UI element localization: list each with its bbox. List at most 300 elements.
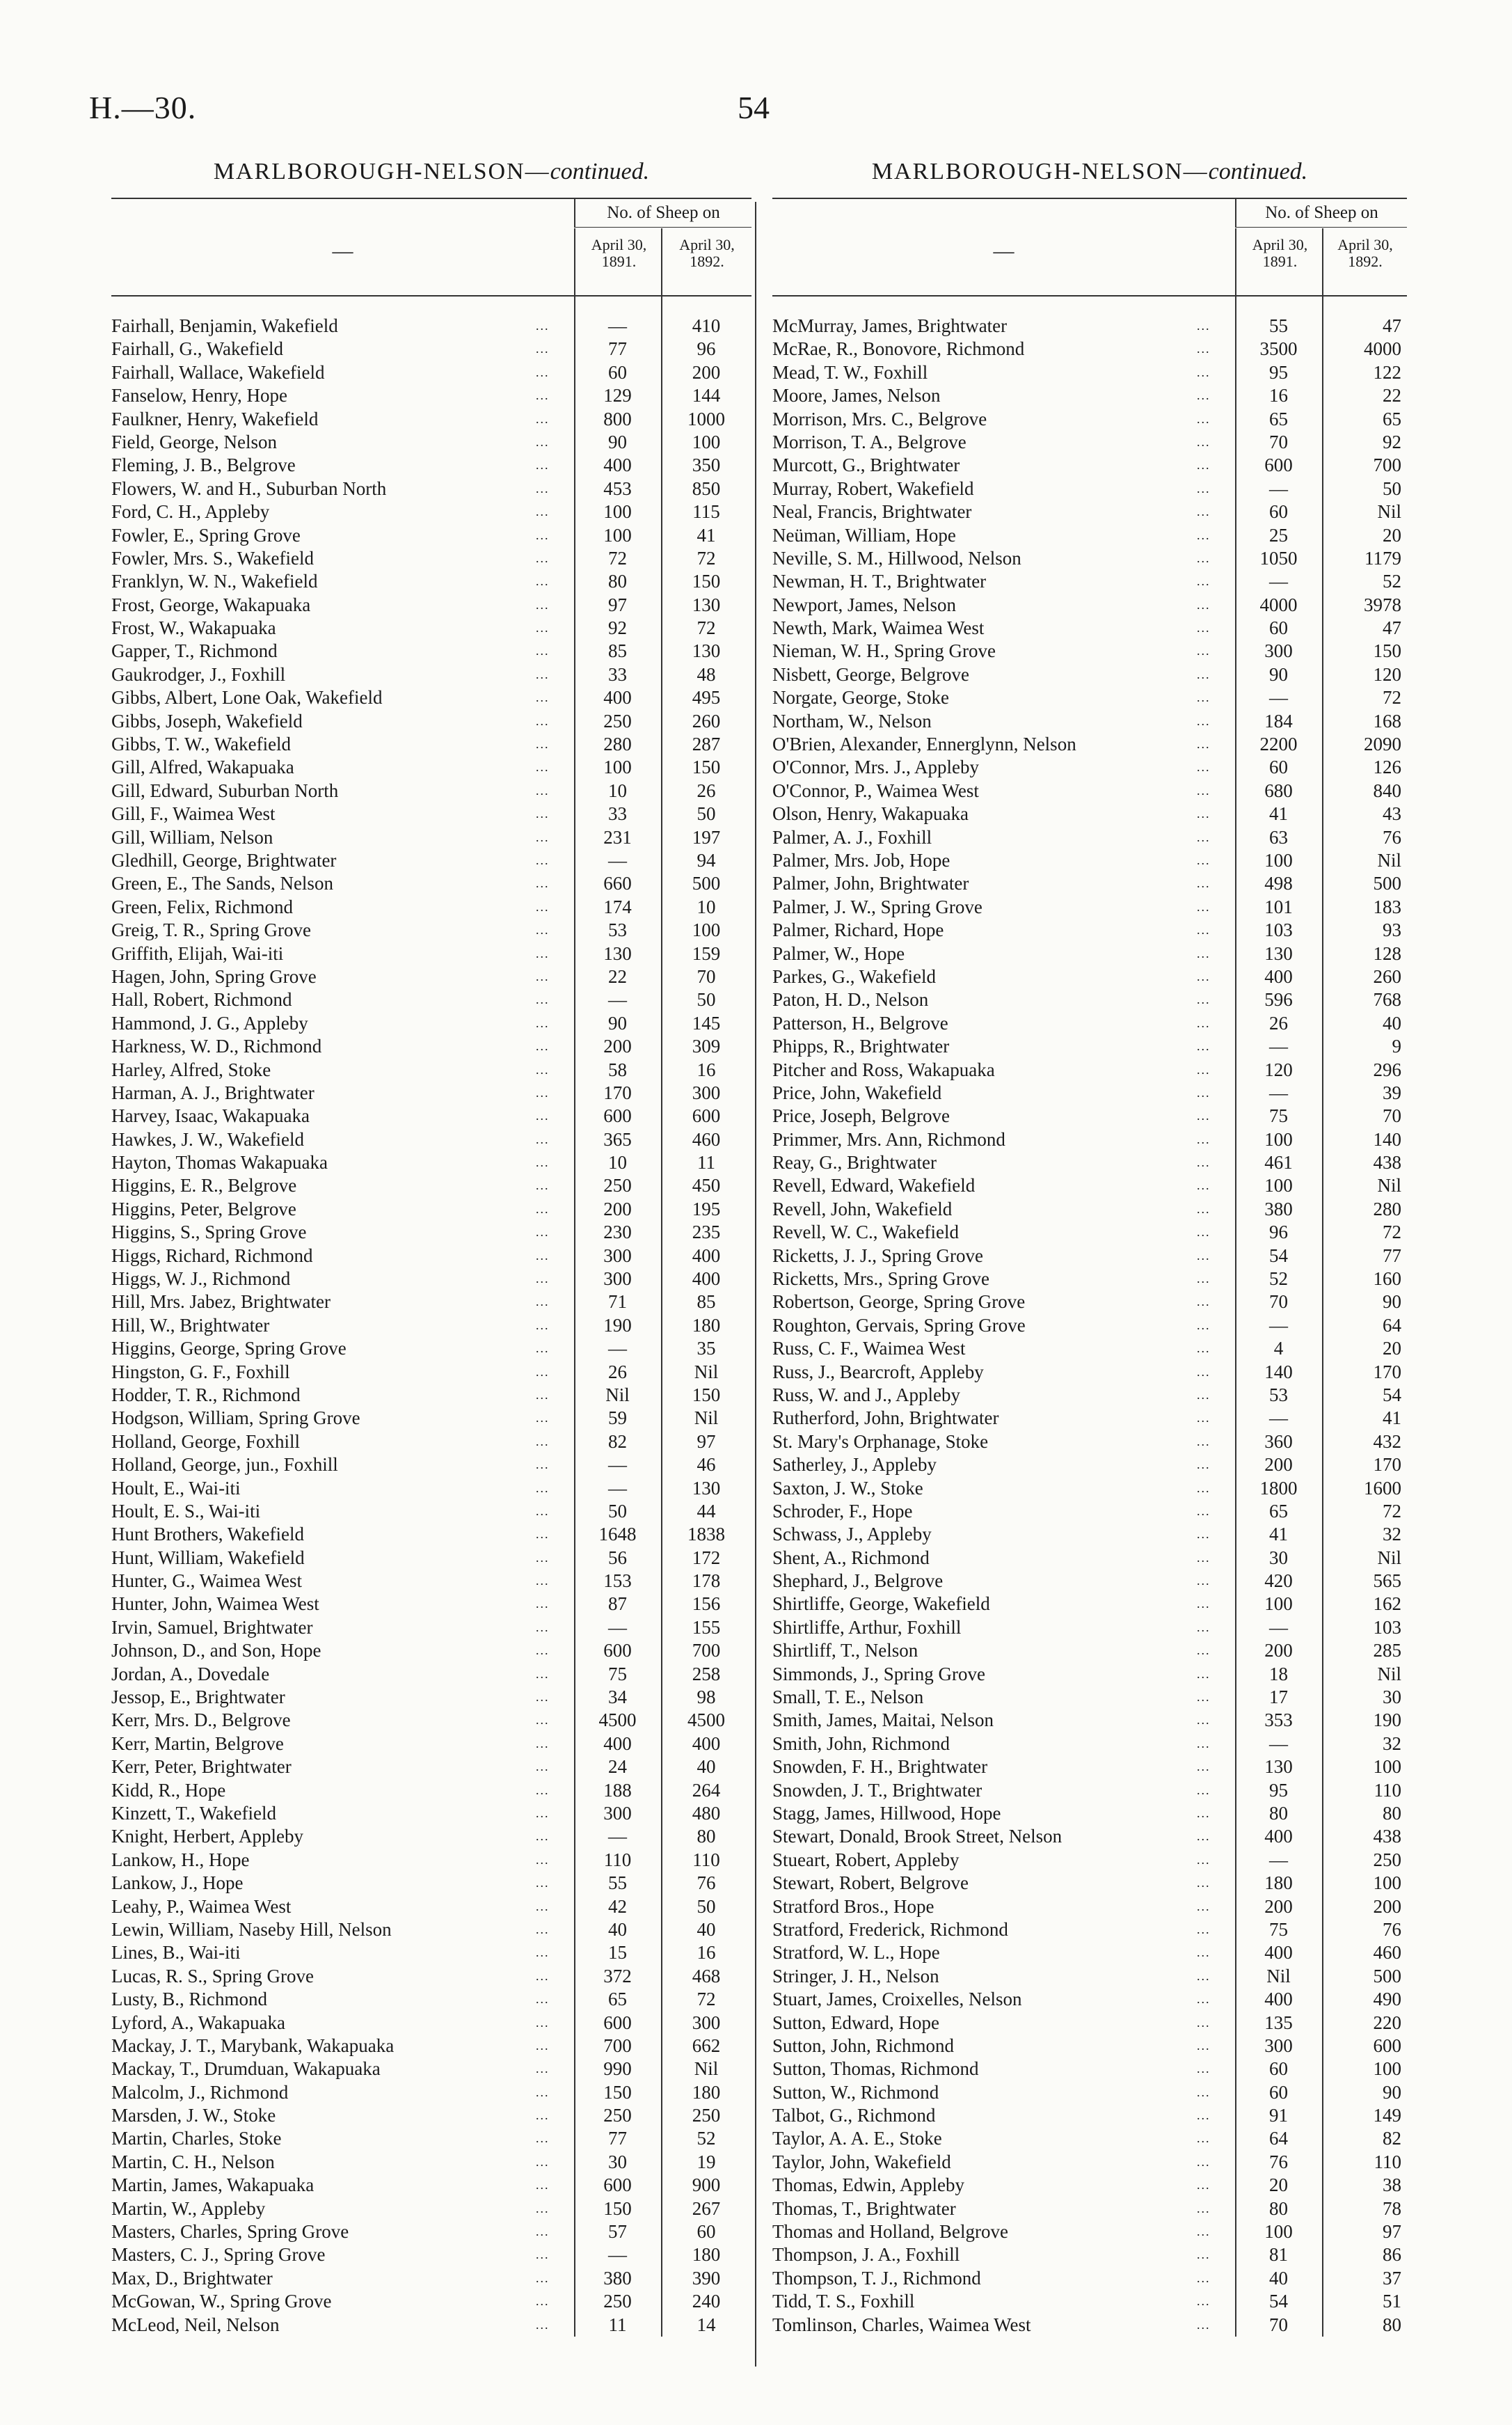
- leader-dots: ...: [1197, 2062, 1211, 2076]
- owner-name: Sutton, Edward, Hope: [772, 2012, 939, 2033]
- table-row: [111, 524, 751, 547]
- table-row: [772, 1895, 1407, 1918]
- leader-dots: ...: [536, 2178, 550, 2193]
- leader-dots: ...: [1197, 899, 1211, 914]
- owner-name: Neüman, William, Hope: [772, 524, 956, 546]
- leader-dots: ...: [1197, 1527, 1211, 1542]
- owner-name: Tidd, T. S., Foxhill: [772, 2291, 915, 2312]
- sheep-1892-value: 50: [697, 1895, 716, 1917]
- sheep-1891-value: 15: [608, 1942, 627, 1964]
- leader-dots: ...: [536, 2201, 550, 2215]
- table-row: [111, 1872, 751, 1895]
- sheep-1892-value: 495: [692, 687, 721, 709]
- leader-dots: ...: [536, 2154, 550, 2169]
- table-row: [772, 1012, 1407, 1035]
- sheep-1891-value: 80: [608, 571, 627, 592]
- sheep-1892-value: 172: [692, 1547, 721, 1568]
- sheep-1892-value: 72: [697, 547, 716, 569]
- sheep-1891-value: —: [608, 989, 627, 1011]
- owner-name: Hill, Mrs. Jabez, Brightwater: [111, 1291, 331, 1313]
- sheep-1892-value: 258: [692, 1663, 721, 1684]
- sheep-1892-value: 26: [697, 780, 716, 801]
- owner-name: Gibbs, Joseph, Wakefield: [111, 710, 303, 732]
- sheep-1892-value: Nil: [694, 1407, 719, 1429]
- sheep-1891-value: 250: [603, 1175, 632, 1196]
- table-row: [111, 315, 751, 338]
- sheep-1891-value: 174: [603, 896, 632, 917]
- sheep-1891-value: 130: [603, 942, 632, 964]
- sheep-1891-value: 60: [1269, 501, 1288, 523]
- owner-name: Mackay, T., Drumduan, Wakapuaka: [111, 2058, 381, 2080]
- sheep-1891-value: 87: [608, 1593, 627, 1615]
- table-row: [111, 2174, 751, 2197]
- leader-dots: ...: [536, 2038, 550, 2053]
- owner-name: Irvin, Samuel, Brightwater: [111, 1616, 313, 1638]
- sheep-1891-value: 100: [1264, 1593, 1293, 1615]
- leader-dots: ...: [536, 1899, 550, 1913]
- table-row: [772, 1384, 1407, 1407]
- leader-dots: ...: [1197, 1666, 1211, 1681]
- sheep-1892-value: 150: [692, 1384, 721, 1405]
- sheep-1891-value: 41: [1269, 803, 1288, 825]
- sheep-1891-value: 400: [603, 687, 632, 709]
- owner-name: Knight, Herbert, Appleby: [111, 1826, 303, 1847]
- sheep-1892-value: 72: [1383, 1500, 1401, 1522]
- sheep-1892-value: 80: [1383, 1803, 1401, 1824]
- leader-dots: ...: [1197, 1550, 1211, 1565]
- leader-dots: ...: [536, 1155, 550, 1170]
- date-1892-header: April 30, 1892.: [661, 228, 751, 295]
- table-row: [111, 1639, 751, 1662]
- sheep-1891-value: —: [608, 1338, 627, 1359]
- table-row: [111, 1407, 751, 1430]
- sheep-1891-value: 2200: [1259, 734, 1298, 755]
- table-row: [772, 1872, 1407, 1895]
- sheep-1891-value: 75: [1269, 1105, 1288, 1127]
- sheep-1891-value: 77: [608, 2128, 627, 2149]
- table-row: [111, 2151, 751, 2174]
- sheep-1891-value: 600: [603, 1640, 632, 1661]
- table-row: [772, 826, 1407, 849]
- sheep-1892-value: 32: [1383, 1524, 1401, 1545]
- leader-dots: ...: [536, 1132, 550, 1146]
- owner-name: Frost, George, Wakapuaka: [111, 594, 311, 615]
- leader-dots: ...: [1197, 1643, 1211, 1658]
- table-row: [111, 1198, 751, 1221]
- table-row: [111, 1663, 751, 1686]
- leader-dots: ...: [536, 1387, 550, 1402]
- sheep-1892-value: 296: [1373, 1059, 1401, 1080]
- table-row: [772, 454, 1407, 477]
- owner-name: Gibbs, T. W., Wakefield: [111, 734, 292, 755]
- sheep-1892-value: 50: [697, 989, 716, 1011]
- owner-name: Murcott, G., Brightwater: [772, 455, 960, 476]
- owner-name: Schroder, F., Hope: [772, 1500, 913, 1522]
- sheep-1892-value: 52: [1383, 571, 1401, 592]
- sheep-1891-value: 184: [1264, 710, 1293, 732]
- leader-dots: ...: [536, 2085, 550, 2099]
- table-row: [111, 361, 751, 384]
- owner-name: Morrison, T. A., Belgrove: [772, 431, 966, 452]
- owner-name: Talbot, G., Richmond: [772, 2105, 936, 2126]
- sheep-1892-value: 144: [692, 385, 721, 406]
- table-row: [772, 1221, 1407, 1244]
- sheep-1891-value: 100: [603, 524, 632, 546]
- left-table-header: [111, 198, 751, 297]
- table-row: [772, 1825, 1407, 1848]
- table-row: [111, 1779, 751, 1802]
- owner-name: Primmer, Mrs. Ann, Richmond: [772, 1128, 1005, 1150]
- sheep-1891-value: 75: [1269, 1918, 1288, 1940]
- sheep-1892-value: 72: [1383, 687, 1401, 709]
- sheep-1891-value: 25: [1269, 524, 1288, 546]
- owner-name: Shent, A., Richmond: [772, 1547, 930, 1568]
- owner-name: Gaukrodger, J., Foxhill: [111, 663, 286, 685]
- table-row: [772, 1430, 1407, 1453]
- sheep-1892-value: 468: [692, 1965, 721, 1986]
- sheep-1891-value: 800: [603, 408, 632, 429]
- owner-name: Ricketts, J. J., Spring Grove: [772, 1245, 983, 1266]
- sheep-1891-value: 40: [1269, 2267, 1288, 2289]
- sheep-1892-value: 240: [692, 2291, 721, 2312]
- sheep-1892-value: 285: [1373, 1640, 1401, 1661]
- sheep-1892-value: 300: [692, 1082, 721, 1103]
- owner-name: Griffith, Elijah, Wai-iti: [111, 942, 284, 964]
- owner-name: Lankow, J., Hope: [111, 1872, 244, 1894]
- owner-name: Hoult, E., Wai-iti: [111, 1477, 241, 1499]
- leader-dots: ...: [536, 1527, 550, 1542]
- sheep-1892-value: 400: [692, 1268, 721, 1290]
- sheep-1892-value: 96: [697, 338, 716, 360]
- sheep-1891-value: 54: [1269, 1245, 1288, 1266]
- table-row: [772, 1477, 1407, 1500]
- sheep-1891-value: 420: [1264, 1570, 1293, 1592]
- sheep-count-header: No. of Sheep on: [1235, 199, 1407, 228]
- owner-name: Higgs, W. J., Richmond: [111, 1268, 291, 1290]
- sheep-1891-value: 16: [1269, 385, 1288, 406]
- owner-name: Revell, Edward, Wakefield: [772, 1175, 976, 1196]
- table-row: [772, 1151, 1407, 1174]
- sheep-1892-value: Nil: [1377, 1663, 1401, 1684]
- table-row: [772, 640, 1407, 663]
- sheep-1892-value: 400: [692, 1732, 721, 1754]
- leader-dots: ...: [1197, 319, 1211, 333]
- sheep-1891-value: 380: [603, 2267, 632, 2289]
- owner-name: Hill, W., Brightwater: [111, 1314, 270, 1336]
- owner-name: Fowler, E., Spring Grove: [111, 524, 301, 546]
- sheep-1892-value: 80: [697, 1826, 716, 1847]
- sheep-1891-value: 75: [608, 1663, 627, 1684]
- table-row: [772, 2174, 1407, 2197]
- owner-name: Lankow, H., Hope: [111, 1849, 250, 1870]
- sheep-1892-value: 450: [692, 1175, 721, 1196]
- table-row: [111, 2243, 751, 2266]
- sheep-1891-value: 1050: [1259, 547, 1298, 569]
- owner-name: Higgins, E. R., Belgrove: [111, 1175, 297, 1196]
- owner-name: Masters, C. J., Spring Grove: [111, 2244, 326, 2266]
- sheep-1892-value: 122: [1373, 361, 1401, 383]
- table-row: [772, 1082, 1407, 1105]
- leader-dots: ...: [1197, 1109, 1211, 1123]
- owner-name: Palmer, John, Brightwater: [772, 873, 969, 894]
- sheep-1892-value: 70: [697, 965, 716, 987]
- table-row: [772, 1941, 1407, 1964]
- sheep-1892-value: 197: [692, 826, 721, 848]
- table-row: [111, 408, 751, 431]
- leader-dots: ...: [536, 434, 550, 449]
- sheep-1891-value: 33: [608, 663, 627, 685]
- sheep-1891-value: 92: [608, 617, 627, 639]
- owner-name: Hodgson, William, Spring Grove: [111, 1407, 360, 1429]
- sheep-1892-value: 43: [1383, 803, 1401, 825]
- sheep-1892-value: 1179: [1364, 547, 1401, 569]
- sheep-1892-value: 64: [1383, 1314, 1401, 1336]
- sheep-1891-value: 660: [603, 873, 632, 894]
- leader-dots: ...: [536, 946, 550, 961]
- name-column-header: —: [332, 239, 353, 262]
- sheep-1892-value: Nil: [694, 2058, 719, 2080]
- owner-name: Hammond, J. G., Appleby: [111, 1012, 308, 1034]
- sheep-1892-value: 250: [1373, 1849, 1401, 1870]
- owner-name: Stueart, Robert, Appleby: [772, 1849, 960, 1870]
- sheep-1892-value: 80: [1383, 2314, 1401, 2335]
- leader-dots: ...: [536, 2131, 550, 2146]
- leader-dots: ...: [536, 2270, 550, 2285]
- owner-name: Lusty, B., Richmond: [111, 1989, 268, 2010]
- leader-dots: ...: [1197, 2015, 1211, 2030]
- left-column-title: MARLBOROUGH-NELSON—continued.: [213, 159, 650, 184]
- sheep-1892-value: 160: [1373, 1268, 1401, 1290]
- leader-dots: ...: [536, 1434, 550, 1448]
- sheep-1891-value: 55: [1269, 315, 1288, 336]
- sheep-1892-value: 54: [1383, 1384, 1401, 1405]
- sheep-1892-value: 390: [692, 2267, 721, 2289]
- table-row: [111, 849, 751, 872]
- owner-name: Palmer, A. J., Foxhill: [772, 826, 932, 848]
- sheep-1891-value: 150: [603, 2081, 632, 2103]
- table-row: [772, 2197, 1407, 2220]
- sheep-1891-value: 34: [608, 1687, 627, 1708]
- leader-dots: ...: [1197, 1899, 1211, 1913]
- table-row: [772, 1802, 1407, 1825]
- table-row: [111, 1082, 751, 1105]
- table-row: [111, 1361, 751, 1384]
- leader-dots: ...: [1197, 342, 1211, 356]
- document-reference: H.—30.: [89, 90, 197, 125]
- leader-dots: ...: [536, 342, 550, 356]
- owner-name: Gill, Edward, Suburban North: [111, 780, 339, 801]
- owner-name: Mackay, J. T., Marybank, Wakapuaka: [111, 2035, 395, 2056]
- leader-dots: ...: [536, 713, 550, 728]
- owner-name: Schwass, J., Appleby: [772, 1524, 932, 1545]
- sheep-1892-value: 38: [1383, 2174, 1401, 2196]
- sheep-1892-value: 51: [1383, 2291, 1401, 2312]
- sheep-1891-value: —: [608, 1826, 627, 1847]
- owner-name: Taylor, A. A. E., Stoke: [772, 2128, 942, 2149]
- sheep-1892-value: 41: [697, 524, 716, 546]
- sheep-1891-value: 300: [603, 1268, 632, 1290]
- sheep-1892-value: 76: [1383, 1918, 1401, 1940]
- owner-name: Kerr, Peter, Brightwater: [111, 1756, 292, 1778]
- sheep-1892-value: 149: [1373, 2105, 1401, 2126]
- leader-dots: ...: [1197, 690, 1211, 705]
- sheep-1891-value: —: [1269, 1616, 1288, 1638]
- leader-dots: ...: [536, 1062, 550, 1077]
- leader-dots: ...: [536, 1248, 550, 1263]
- table-row: [111, 477, 751, 500]
- owner-name: Martin, C. H., Nelson: [111, 2151, 275, 2172]
- column-rule: [1235, 297, 1236, 2337]
- table-row: [772, 1059, 1407, 1082]
- sheep-1891-value: 60: [1269, 2058, 1288, 2080]
- sheep-1891-value: 190: [603, 1314, 632, 1336]
- table-row: [111, 1965, 751, 1988]
- leader-dots: ...: [536, 1295, 550, 1309]
- leader-dots: ...: [1197, 411, 1211, 426]
- sheep-1892-value: 40: [1383, 1012, 1401, 1034]
- leader-dots: ...: [536, 2294, 550, 2309]
- leader-dots: ...: [1197, 1364, 1211, 1379]
- sheep-1892-value: 840: [1373, 780, 1401, 801]
- leader-dots: ...: [536, 505, 550, 519]
- table-row: [772, 1174, 1407, 1197]
- sheep-1891-value: 231: [603, 826, 632, 848]
- sheep-1891-value: 250: [603, 2105, 632, 2126]
- sheep-1892-value: 76: [697, 1872, 716, 1894]
- leader-dots: ...: [1197, 1480, 1211, 1495]
- table-row: [111, 942, 751, 965]
- sheep-1892-value: 410: [692, 315, 721, 336]
- leader-dots: ...: [1197, 2294, 1211, 2309]
- table-row: [111, 2267, 751, 2290]
- sheep-1891-value: 180: [1264, 1872, 1293, 1894]
- table-row: [111, 919, 751, 942]
- sheep-1891-value: 26: [608, 1361, 627, 1382]
- sheep-1891-value: Nil: [1266, 1965, 1291, 1986]
- owner-name: Russ, W. and J., Appleby: [772, 1384, 961, 1405]
- owner-name: Palmer, Richard, Hope: [772, 919, 944, 941]
- sheep-1891-value: 100: [1264, 1128, 1293, 1150]
- sheep-1892-value: 150: [692, 757, 721, 778]
- sheep-1892-value: 350: [692, 455, 721, 476]
- sheep-1892-value: 180: [692, 1314, 721, 1336]
- leader-dots: ...: [536, 1016, 550, 1030]
- table-row: [772, 1709, 1407, 1732]
- sheep-1892-value: 97: [697, 1430, 716, 1452]
- owner-name: Martin, W., Appleby: [111, 2197, 266, 2219]
- leader-dots: ...: [536, 1620, 550, 1634]
- leader-dots: ...: [1197, 528, 1211, 542]
- table-row: [772, 1639, 1407, 1662]
- sheep-1892-value: 190: [1373, 1709, 1401, 1731]
- leader-dots: ...: [1197, 1806, 1211, 1820]
- owner-name: Sutton, Thomas, Richmond: [772, 2058, 979, 2080]
- sheep-1891-value: 77: [608, 338, 627, 360]
- leader-dots: ...: [536, 876, 550, 891]
- table-row: [111, 1686, 751, 1709]
- owner-name: McLeod, Neil, Nelson: [111, 2314, 280, 2335]
- leader-dots: ...: [536, 1458, 550, 1472]
- leader-dots: ...: [536, 1574, 550, 1588]
- leader-dots: ...: [1197, 1620, 1211, 1634]
- sheep-1891-value: 129: [603, 385, 632, 406]
- sheep-1891-value: 200: [1264, 1454, 1293, 1476]
- owner-name: Small, T. E., Nelson: [772, 1687, 924, 1708]
- leader-dots: ...: [536, 667, 550, 681]
- table-row: [772, 849, 1407, 872]
- sheep-1892-value: 287: [692, 734, 721, 755]
- owner-name: Stratford Bros., Hope: [772, 1895, 934, 1917]
- table-row: [111, 1802, 751, 1825]
- leader-dots: ...: [1197, 783, 1211, 798]
- leader-dots: ...: [1197, 1411, 1211, 1425]
- leader-dots: ...: [1197, 1736, 1211, 1751]
- table-row: [111, 2197, 751, 2220]
- leader-dots: ...: [536, 319, 550, 333]
- table-row: [111, 1035, 751, 1058]
- owner-name: Higgins, S., Spring Grove: [111, 1222, 307, 1243]
- date-1891-header: April 30, 1891.: [1235, 228, 1323, 295]
- leader-dots: ...: [536, 899, 550, 914]
- table-row: [111, 1547, 751, 1570]
- sheep-1892-value: Nil: [1377, 1175, 1401, 1196]
- sheep-count-header: No. of Sheep on: [574, 199, 751, 228]
- leader-dots: ...: [536, 1341, 550, 1356]
- table-row: [111, 1755, 751, 1778]
- table-row: [111, 1523, 751, 1546]
- sheep-1891-value: 40: [608, 1918, 627, 1940]
- sheep-1891-value: 60: [608, 361, 627, 383]
- sheep-1892-value: Nil: [1377, 1547, 1401, 1568]
- sheep-1892-value: 100: [1373, 1872, 1401, 1894]
- leader-dots: ...: [536, 969, 550, 984]
- owner-name: Shirtliffe, George, Wakefield: [772, 1593, 990, 1615]
- owner-name: Martin, James, Wakapuaka: [111, 2174, 315, 2196]
- owner-name: Russ, C. F., Waimea West: [772, 1338, 966, 1359]
- sheep-1892-value: 145: [692, 1012, 721, 1034]
- leader-dots: ...: [1197, 1690, 1211, 1705]
- owner-name: Ricketts, Mrs., Spring Grove: [772, 1268, 989, 1290]
- table-row: [111, 872, 751, 895]
- sheep-1891-value: —: [608, 849, 627, 871]
- leader-dots: ...: [1197, 1062, 1211, 1077]
- sheep-1892-value: 60: [697, 2221, 716, 2243]
- table-row: [772, 384, 1407, 407]
- owner-name: Leahy, P., Waimea West: [111, 1895, 292, 1917]
- sheep-1892-value: 39: [1383, 1082, 1401, 1103]
- leader-dots: ...: [536, 1411, 550, 1425]
- leader-dots: ...: [536, 574, 550, 589]
- leader-dots: ...: [1197, 458, 1211, 473]
- leader-dots: ...: [536, 1852, 550, 1867]
- table-row: [772, 547, 1407, 570]
- table-row: [772, 315, 1407, 338]
- table-row: [772, 500, 1407, 523]
- sheep-1891-value: 17: [1269, 1687, 1288, 1708]
- sheep-1891-value: —: [1269, 687, 1288, 709]
- sheep-1891-value: 42: [608, 1895, 627, 1917]
- sheep-1891-value: 80: [1269, 1803, 1288, 1824]
- leader-dots: ...: [536, 1783, 550, 1797]
- sheep-1891-value: 140: [1264, 1361, 1293, 1382]
- sheep-1891-value: 380: [1264, 1198, 1293, 1219]
- table-row: [111, 686, 751, 709]
- sheep-1892-value: 4500: [687, 1709, 725, 1731]
- sheep-1891-value: 24: [608, 1756, 627, 1778]
- leader-dots: ...: [536, 411, 550, 426]
- sheep-1892-value: 460: [692, 1128, 721, 1150]
- sheep-1892-value: 22: [1383, 385, 1401, 406]
